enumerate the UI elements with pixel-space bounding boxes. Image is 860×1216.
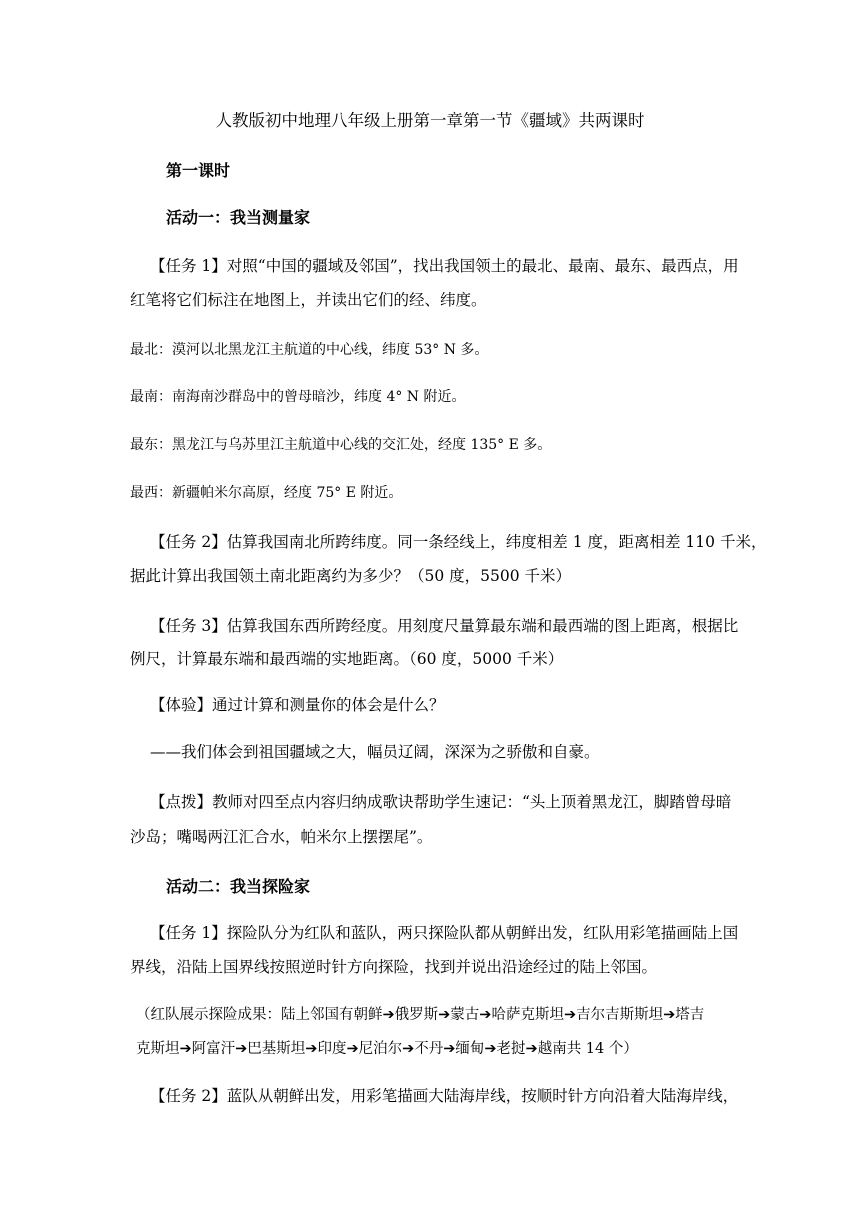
activity1-heading: 活动一：我当测量家	[166, 208, 311, 227]
activity2-heading: 活动二：我当探险家	[166, 877, 311, 896]
east-point: 最东：黑龙江与乌苏里江主航道中心线的交汇处，经度 135° E 多。	[130, 437, 552, 453]
activity2-task1-line1: 【任务 1】探险队分为红队和蓝队，两只探险队都从朝鲜出发，红队用彩笔描画陆上国	[150, 924, 739, 942]
experience-question: 【体验】通过计算和测量你的体会是什么？	[150, 696, 445, 714]
activity1-task2-line1: 【任务 2】估算我国南北所跨纬度。同一条经线上，纬度相差 1 度，距离相差 110 千米，	[150, 533, 767, 551]
activity2-task1-line2: 界线，沿陆上国界线按照逆时针方向探险，找到并说出沿途经过的陆上邻国。	[130, 958, 658, 976]
south-point: 最南：南海南沙群岛中的曾母暗沙，纬度 4° N 附近。	[130, 389, 466, 405]
north-point: 最北：漠河以北黑龙江主航道的中心线，纬度 53° N 多。	[130, 342, 489, 358]
activity1-task1-line2: 红笔将它们标注在地图上，并读出它们的经、纬度。	[130, 291, 487, 309]
tip-line2: 沙岛；嘴喝两江汇合水，帕米尔上摆摆尾”。	[130, 828, 433, 846]
document-title: 人教版初中地理八年级上册第一章第一节《疆域》共两课时	[215, 111, 645, 130]
west-point: 最西：新疆帕米尔高原，经度 75° E 附近。	[130, 485, 403, 501]
lesson-heading: 第一课时	[166, 161, 231, 180]
experience-answer: ——我们体会到祖国疆域之大，幅员辽阔，深深为之骄傲和自豪。	[150, 743, 600, 761]
activity1-task3-line1: 【任务 3】估算我国东西所跨经度。用刻度尺量算最东端和最西端的图上距离，根据比	[150, 617, 739, 635]
red-team-result-line2: 克斯坦➔阿富汗➔巴基斯坦➔印度➔尼泊尔➔不丹➔缅甸➔老挝➔越南共 14 个）	[136, 1041, 638, 1057]
activity1-task3-line2: 例尺，计算最东端和最西端的实地距离。（60 度，5000 千米）	[130, 650, 564, 668]
activity2-task2-line1: 【任务 2】蓝队从朝鲜出发，用彩笔描画大陆海岸线，按顺时针方向沿着大陆海岸线，	[150, 1087, 739, 1105]
activity1-task1-line1: 【任务 1】对照“中国的疆域及邻国”，找出我国领土的最北、最南、最东、最西点，用	[150, 257, 739, 275]
red-team-result-line1: （红队展示探险成果：陆上邻国有朝鲜➔俄罗斯➔蒙古➔哈萨克斯坦➔吉尔吉斯斯坦➔塔吉	[136, 1007, 705, 1023]
activity1-task2-line2: 据此计算出我国领土南北距离约为多少？（50 度，5500 千米）	[130, 567, 572, 585]
tip-line1: 【点拨】教师对四至点内容归纳成歌诀帮助学生速记：“头上顶着黑龙江，脚踏曾母暗	[150, 793, 732, 811]
